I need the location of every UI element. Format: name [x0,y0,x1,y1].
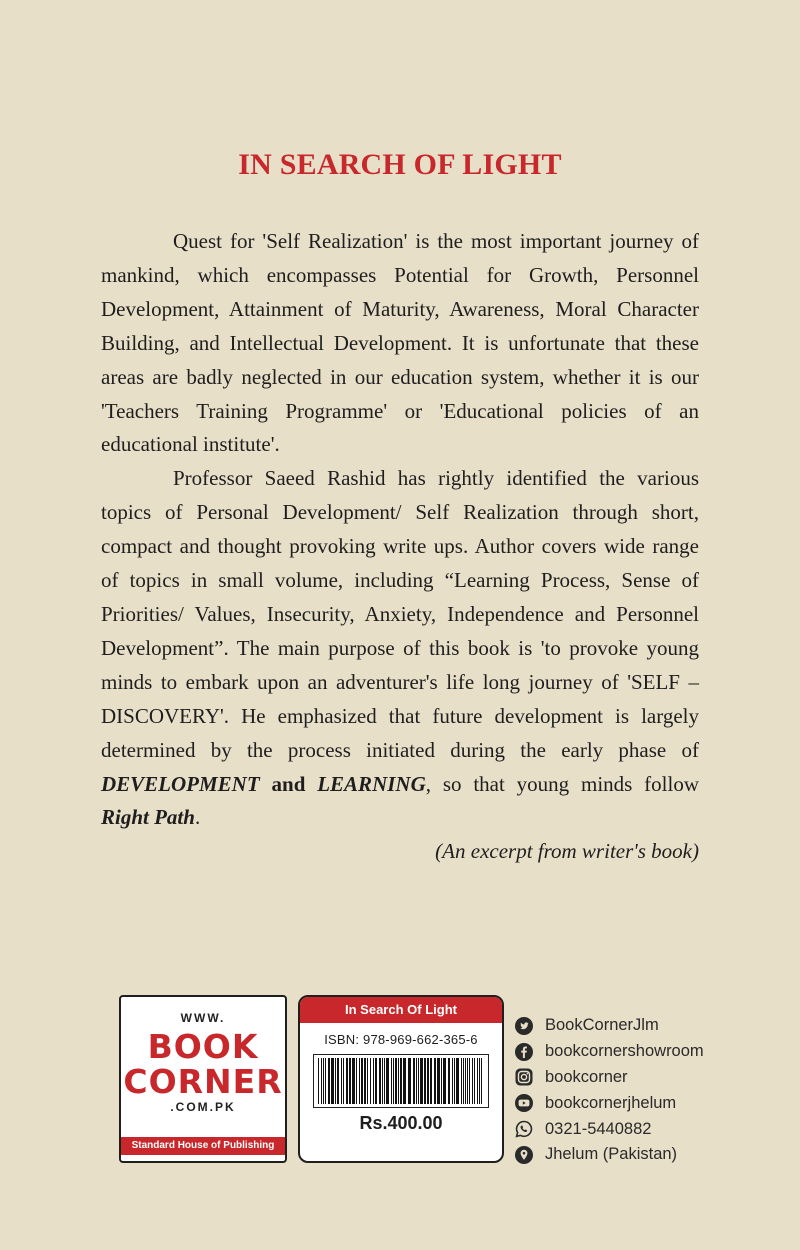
barcode-bar [456,1058,459,1104]
barcode-bar [373,1058,374,1104]
social-label-youtube: bookcornerjhelum [545,1093,677,1112]
barcode-bar [443,1058,446,1104]
barcode-bar [452,1058,453,1104]
barcode-bar [424,1058,426,1104]
barcode-bar [386,1058,389,1104]
barcode-bar [477,1058,478,1104]
youtube-icon [515,1094,533,1112]
barcode-bar [467,1058,468,1104]
barcode-bar [448,1058,450,1104]
barcode-bar [346,1058,348,1104]
barcode-bar [434,1058,436,1104]
barcode-bar [367,1058,368,1104]
barcode-bar [325,1058,326,1104]
social-label-whatsapp: 0321-5440882 [545,1119,652,1138]
price: Rs.400.00 [359,1113,443,1133]
barcode-bar [479,1058,480,1104]
logo-domain: .COM.PK [170,1100,236,1114]
barcode-bar [398,1058,399,1104]
barcode-bar [469,1058,470,1104]
logo-book: BOOK [147,1027,259,1066]
social-item-location[interactable] [515,1142,704,1168]
barcode-bar [400,1058,402,1104]
barcode-bar [437,1058,440,1104]
social-item-whatsapp[interactable] [515,1116,704,1142]
barcode-bar [416,1058,417,1104]
barcode-bar [420,1058,423,1104]
facebook-icon [515,1043,533,1061]
barcode-bar [318,1058,319,1104]
social-item-twitter[interactable] [515,1013,704,1039]
barcode-bar [337,1058,339,1104]
paragraph-2-text-b: , so that young minds follow [425,771,699,796]
barcode-title: In Search Of Light [300,997,502,1023]
barcode-bar [481,1058,482,1104]
barcode-bar [461,1058,462,1104]
barcode-bar [343,1058,344,1104]
barcode-bar [384,1058,385,1104]
instagram-icon [515,1068,533,1086]
barcode-bar [403,1058,406,1104]
social-item-instagram[interactable] [515,1065,704,1091]
social-label-twitter: BookCornerJlm [545,1016,659,1035]
barcode-bar [328,1058,330,1104]
barcode-bar [370,1058,371,1104]
social-item-facebook[interactable] [515,1039,704,1065]
social-label-instagram: bookcorner [545,1067,628,1086]
barcode-bar [395,1058,397,1104]
barcode-bar [349,1058,351,1104]
barcode-bar [359,1058,360,1104]
emphasis-and: and [259,771,318,796]
barcode-bar [361,1058,363,1104]
barcode-bar [413,1058,415,1104]
barcode-graphic [317,1058,485,1104]
barcode-bar [441,1058,442,1104]
barcode-bar [331,1058,334,1104]
blurb-text [101,225,699,835]
barcode-bars [313,1054,489,1108]
barcode-bar [323,1058,324,1104]
barcode-bar [321,1058,322,1104]
social-label-facebook: bookcornershowroom [545,1042,704,1061]
barcode-label [298,995,504,1163]
barcode-bar [335,1058,336,1104]
barcode-bar [454,1058,455,1104]
location-pin-icon [515,1146,533,1164]
social-label-location: Jhelum (Pakistan) [545,1145,678,1164]
barcode-bar [465,1058,466,1104]
social-links [515,1013,704,1168]
logo-corner: CORNER [123,1062,283,1101]
blurb-paragraph-1: Quest for 'Self Realization' is the most important journey of mankind, which encompasses Potential for Growth, Personnel Development, Attainment of Maturity, Awareness, Moral Character Building, and Intellectual Development. It is unfortunate that these areas are badly neglected in our education system, whether it is our 'Teachers Training Programme' or 'Educational policies of an educational institute'. [101,229,699,457]
blurb-paragraph-2 [101,462,699,835]
book-title: IN SEARCH OF LIGHT [238,148,562,181]
barcode-bar [463,1058,464,1104]
isbn-number: ISBN: 978-969-662-365-6 [324,1032,478,1047]
twitter-icon [515,1017,533,1035]
publisher-logo [119,995,287,1163]
barcode-bar [364,1058,366,1104]
barcode-bar [375,1058,377,1104]
emphasis-right-path: Right Path [101,805,195,830]
barcode-bar [341,1058,342,1104]
paragraph-2-text-a: Professor Saeed Rashid has rightly identified the various topics of Personal Development/ Self Realization through short, compact and thought provoking write ups. Author covers wide range of topics in small volume, including “Learning Process, Sense of Priorities/ Values, Insecurity, Anxiety, Independence and Personnel Development”. The main purpose of this book is 'to provoke young minds to embark upon an adventurer's life long journey of 'SELF – DISCOVERY'. He emphasized that future development is largely determined by the process initiated during the early phase of [101,466,699,762]
logo-tagline: Standard House of Publishing [121,1137,285,1155]
barcode-bar [352,1058,355,1104]
whatsapp-icon [515,1120,533,1138]
emphasis-learning: LEARNING [317,771,426,796]
barcode-bar [393,1058,394,1104]
excerpt-note: (An excerpt from writer's book) [435,839,699,863]
barcode-bar [391,1058,392,1104]
emphasis-development: DEVELOPMENT [101,771,260,796]
paragraph-2-text-c: . [194,805,201,830]
barcode-bar [379,1058,381,1104]
barcode-bar [418,1058,419,1104]
barcode-bar [356,1058,357,1104]
logo-www: WWW. [180,1011,226,1025]
barcode-bar [472,1058,473,1104]
barcode-bar [427,1058,429,1104]
social-item-youtube[interactable] [515,1090,704,1116]
barcode-bar [430,1058,432,1104]
barcode-bar [408,1058,411,1104]
barcode-bar [382,1058,383,1104]
barcode-bar [474,1058,475,1104]
